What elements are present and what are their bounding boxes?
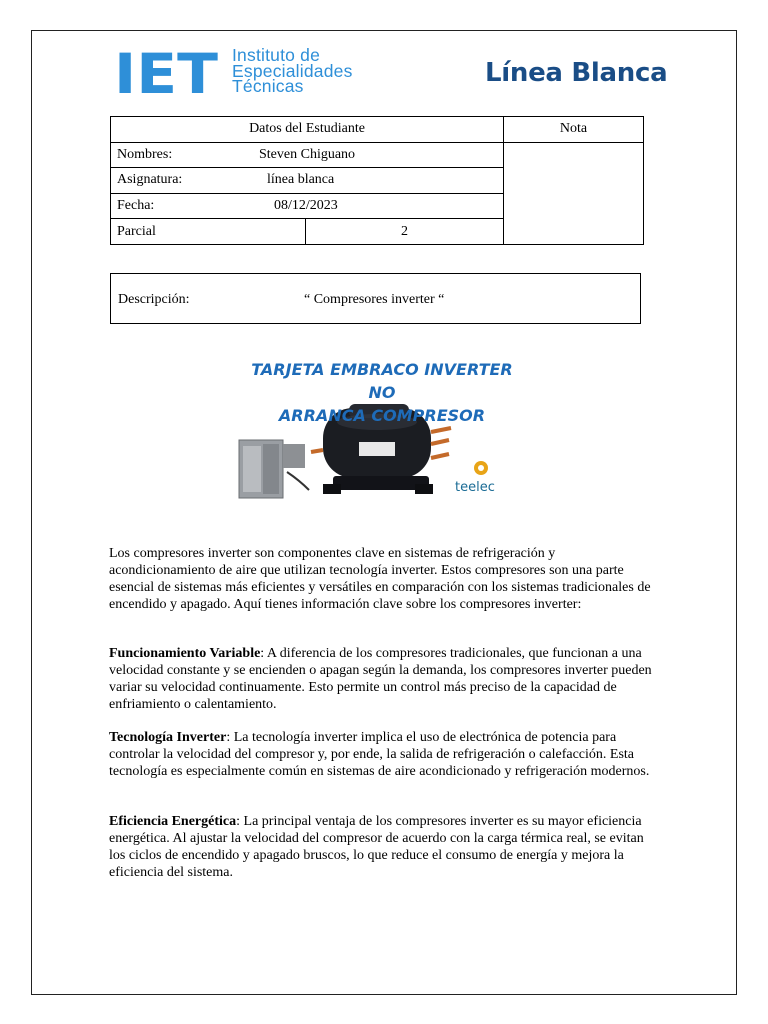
section-paragraph [109, 813, 659, 881]
row-value: línea blanca [267, 172, 335, 188]
student-data-table [110, 116, 644, 245]
intro-paragraph: Los compresores inverter son componentes clave en sistemas de refrigeración y acondicionamiento de aire que utilizan tecnología inverter. Estos compresores son una parte esencial de sistemas más eficientes y versátiles en comparación con los sistemas tradicionales de encendido y apagado. Aquí tienes información clave sobre los compresores inverter: [109, 546, 651, 612]
teelec-logo-icon [474, 461, 488, 475]
table-row-names [111, 142, 504, 168]
grade-cell [504, 142, 644, 244]
section-paragraph [109, 645, 659, 713]
section-heading: Tecnología Inverter [109, 730, 227, 745]
parcial-value: 2 [306, 219, 504, 245]
row-value: 08/12/2023 [274, 198, 338, 214]
section-paragraph [109, 729, 659, 780]
iet-logo [114, 45, 384, 98]
table-row-date [111, 193, 504, 219]
table-header-student: Datos del Estudiante [111, 117, 504, 143]
description-value: “ Compresores inverter “ [304, 292, 445, 307]
figure-title [237, 358, 527, 427]
table-header-grade: Nota [504, 117, 644, 143]
row-label: Nombres: [117, 146, 173, 162]
figure-title-line: ARRANCA COMPRESOR [278, 406, 486, 425]
section-text: : A diferencia de los compresores tradicionales, que funcionan a una velocidad constante y se encienden o apagan según la demanda, los compresores inverter pueden variar su velocidad continuamente. Esto permite un control más preciso de la capacidad de enfriamiento o calentamiento. [109, 646, 652, 712]
section-heading: Eficiencia Energética [109, 814, 237, 829]
teelec-brand: teelec [455, 480, 495, 495]
course-title: Línea Blanca [485, 58, 668, 88]
section-text: : La tecnología inverter implica el uso de electrónica de potencia para controlar la velocidad del compresor y, por ende, la salida de refrigeración o calefacción. Esta tecnología es especialmente común en sistemas de aire acondicionado y refrigeración modernos. [109, 730, 650, 779]
compressor-figure [237, 348, 527, 518]
table-row-subject [111, 168, 504, 194]
institute-line: Instituto de [232, 45, 321, 65]
parcial-label: Parcial [111, 219, 306, 245]
iet-letters-logo [114, 48, 224, 98]
row-label: Fecha: [117, 198, 155, 214]
institute-line: Técnicas [232, 76, 304, 96]
iet-logo-letters: IET [114, 48, 219, 98]
section-text: : La principal ventaja de los compresores inverter es su mayor eficiencia energética. Al ajustar la velocidad del compresor de acuerdo con la carga térmica real, se evitan los ciclos de encendido y apagado bruscos, lo que reduce el consumo de energía y mejora la eficiencia del sistema. [109, 814, 644, 880]
row-value: Steven Chiguano [259, 146, 356, 162]
figure-title-line: TARJETA EMBRACO INVERTER NO [251, 360, 513, 402]
inverter-board-image [239, 440, 309, 498]
description-label: Descripción: [118, 292, 190, 307]
description-box [110, 273, 641, 324]
section-heading: Funcionamiento Variable [109, 646, 261, 661]
institute-name [232, 45, 353, 96]
row-label: Asignatura: [117, 172, 183, 188]
institute-line: Especialidades [232, 60, 353, 81]
